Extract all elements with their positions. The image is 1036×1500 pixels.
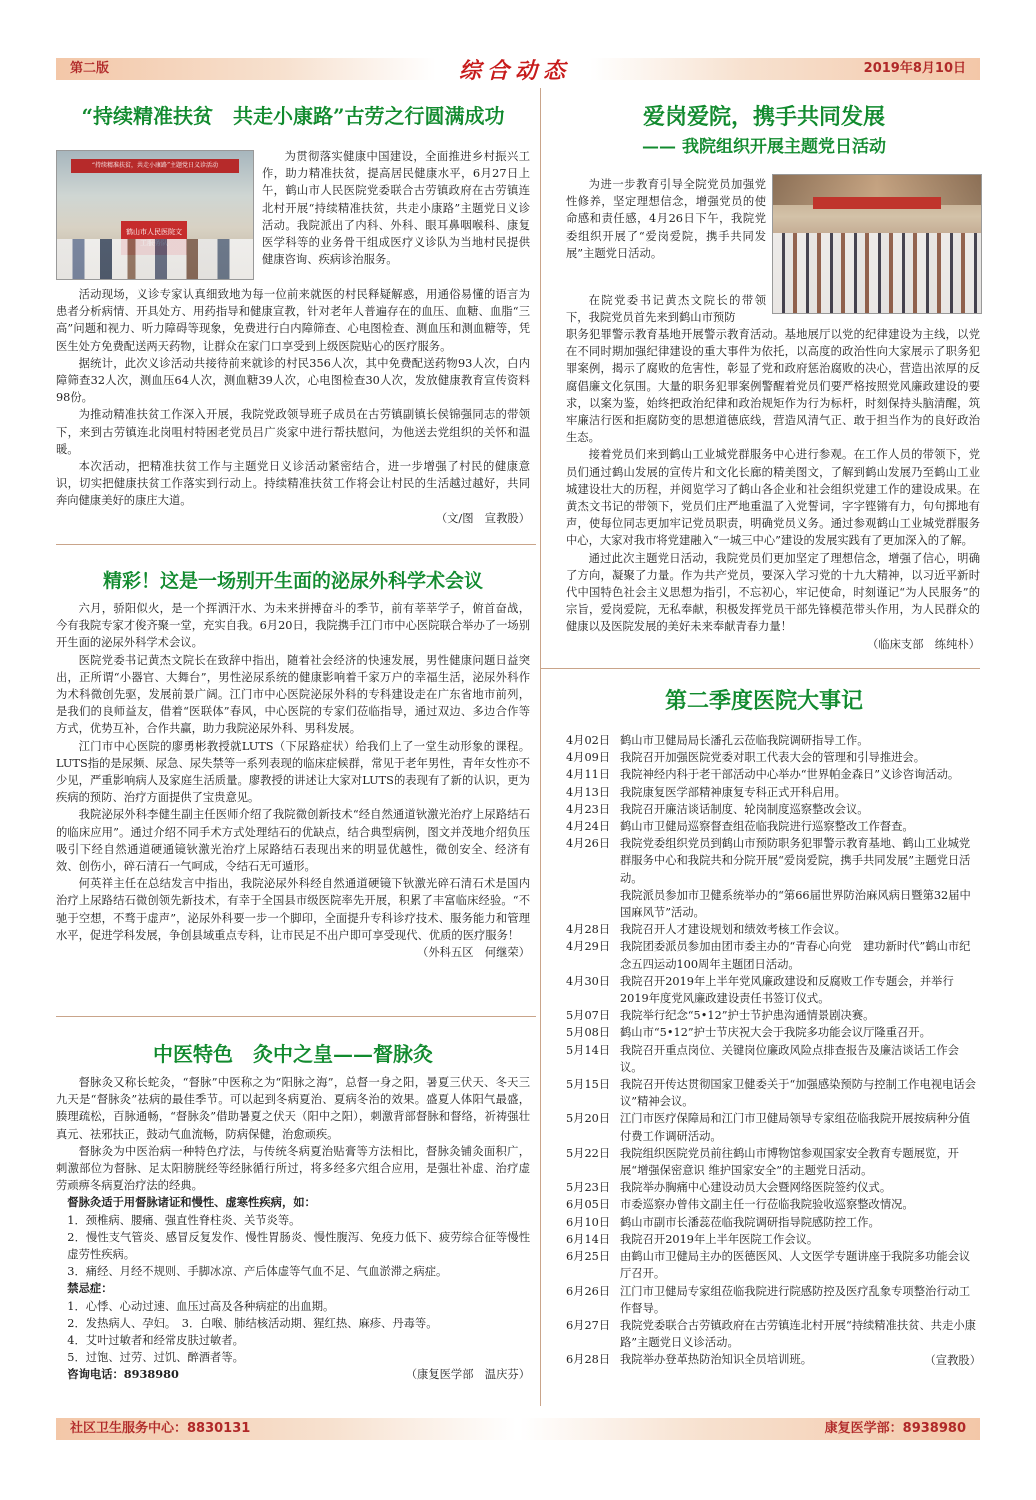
event-date bbox=[566, 887, 620, 921]
event-date: 4月02日 bbox=[566, 734, 611, 747]
footer-rehab-phone: 康复医学部：8938980 bbox=[520, 1418, 980, 1440]
event-text: 市委巡察办曾伟文副主任一行莅临我院验收巡察整改情况。 bbox=[620, 1198, 914, 1212]
edition-label: 第二版 bbox=[56, 58, 436, 80]
article4-body: 督脉灸又称长蛇灸，“督脉”中医称之为“阳脉之海”，总督一身之阳，暑夏三伏天、冬天三九天是“督脉灸”祛病的最佳季节。可以起到冬病夏治、夏病冬治的效果。盛夏人体阳气最盛，腠理疏松，百脉通畅，“督脉灸”借助暑夏之伏天（阳中之阳），刺激背部督脉和督络，祈祷强壮真元、祛邪扶正，鼓动气血流畅，防病保健，治愈顽疾。 督脉灸为中医治病一种特色疗法，与传统冬病夏治贴膏等方法相比，督脉灸铺灸面积广，刺激部位为督脉、足太阳膀胱经等经脉循行所过，将多经多穴组合应用，是强壮补虚、治疗虚劳顽痹冬病夏治疗法的经典。 督脉灸适于用督脉诸证和慢性、虚寒性疾病，如： 1．颈椎病、腰痛、强直性脊柱炎、关节炎等。 2．慢性支气管炎、感冒反复发作、慢性胃肠炎、慢性腹泻、免疫力低下、疲劳综合征等慢性虚劳性疾病。 3．痛经、月经不规则、手脚冰凉、产后体虚等气血不足、气血淤滞之病症。 禁忌症： 1．心悸、心动过速、血压过高及各种病症的出血期。 2．发热病人、孕妇。 3．白喉、肺结核活动期、猩红热、麻疹、丹毒等。 4．艾叶过敏者和经常皮肤过敏者。 5．过饱、过劳、过饥、醉酒者等。 咨询电话：8938980 （康复医学部 温庆芬） bbox=[56, 1074, 530, 1384]
event-text: 我院康复医学部精神康复专科正式开科启用。 bbox=[620, 785, 846, 799]
event-row bbox=[566, 1007, 981, 1024]
article1-photo bbox=[56, 150, 254, 280]
article5-signature: （宣教股） bbox=[924, 1353, 981, 1367]
divider bbox=[56, 544, 536, 545]
event-text: 我院党委组织党员到鹤山市预防职务犯罪警示教育基地、鹤山工业城党群服务中心和我院共和分院开展“爱岗爱院，携手共同发展”主题党日活动。 bbox=[620, 837, 971, 885]
article2-body: 职务犯罪警示教育基地开展警示教育活动。基地展厅以党的纪律建设为主线，以党在不同时期加强纪律建设的重大事件为依托，以高度的政治性向大家展示了职务犯罪案例，揭示了腐败的危害性，彰显了党和政府惩治腐败的决心，营造出浓厚的反腐倡廉文化氛围。大量的职务犯罪案例警醒着党员们要严格按照党风廉政建设的要求，以案为鉴，始终把政治纪律和政治规矩作为行为标杆，时刻保持头脑清醒，筑牢廉洁行医和拒腐防变的思想道德底线，营造风清气正、敢于担当作为的良好政治生态。 接着党员们来到鹤山工业城党群服务中心进行参观。在工作人员的带领下，党员们通过鹤山发展的宣传片和文化长廊的精美图文，了解到鹤山发展乃至鹤山工业城建设壮大的历程，并阅览学习了鹤山各企业和社会组织党建工作的建设成果。在黄杰文书记的带领下，党员们庄严地重温了入党誓词，字字铿锵有力，句句掷地有声，使每位同志更加牢记党员职责，明确党员义务。通过参观鹤山工业城党群服务中心，大家对我市将党建融入“一城三中心”建设的发展实践有了更加深入的了解。 通过此次主题党日活动，我院党员们更加坚定了理想信念，增强了信心，明确了方向，凝聚了力量。作为共产党员，要深入学习党的十九大精神，以习近平新时代中国特色社会主义思想为指引，不忘初心，牢记使命，时刻谨记“为人民服务”的宗旨，爱岗爱院，无私奉献，积极发挥党员干部先锋模范带头作用，为人民群众的健康以及医院发展的美好未来奉献青春力量！ （临床支部 练纯朴） bbox=[566, 326, 980, 653]
event-row bbox=[566, 749, 981, 766]
event-date: 5月07日 bbox=[566, 1009, 611, 1023]
event-row bbox=[566, 801, 981, 818]
issue-date: 2019年8月10日 bbox=[590, 58, 980, 80]
event-date: 5月08日 bbox=[566, 1026, 611, 1040]
event-row bbox=[566, 766, 981, 783]
consult-phone: 咨询电话：8938980 bbox=[67, 1367, 179, 1382]
event-date: 5月22日 bbox=[566, 1146, 611, 1160]
event-text: 我院组织医院党员前往鹤山市博物馆参观国家安全教育专题展览，开展“增强保密意识 维护国家安全”的主题党日活动。 bbox=[620, 1146, 959, 1178]
article2-intro: 为进一步教育引导全院党员加强党性修养，坚定理想信念，增强党员的使命感和责任感，4月26日下午，我院党委组织开展了“爱岗爱院，携手共同发展”主题党日活动。 bbox=[566, 178, 766, 260]
event-date: 6月27日 bbox=[566, 1318, 611, 1332]
event-row bbox=[566, 1196, 981, 1213]
event-row bbox=[566, 1042, 981, 1076]
footer-community-phone: 社区卫生服务中心：8830131 bbox=[56, 1418, 516, 1440]
event-row bbox=[566, 1317, 981, 1351]
event-row bbox=[566, 938, 981, 972]
event-date: 4月11日 bbox=[566, 768, 611, 782]
article3-body: 六月，骄阳似火，是一个挥洒汗水、为未来拼搏奋斗的季节，前有莘莘学子，俯首奋战，今有我院专家才俊齐聚一堂，充实自我。6月20日，我院携手江门市中心医院联合举办了一场别开生面的泌尿外科学术会议。 医院党委书记黄杰文院长在致辞中指出，随着社会经济的快速发展，男性健康问题日益突出，正所谓“小器官、大舞台”，男性泌尿系统的健康影响着千家万户的幸福生活，泌尿外科作为术科微创先驱，发展前景广阔。江门市中心医院泌尿外科的专科建设走在广东省地市前列，是我们的良师益友，借着“医联体”春风，中心医院的专家们莅临指导，通过双边、多边合作等方式，优势互补，合作共赢，助力我院泌尿外科、男科发展。 江门市中心医院的廖勇彬教授就LUTS（下尿路症状）给我们上了一堂生动形象的课程。LUTS指的是尿频、尿急、尿失禁等一系列表现的临床症候群，常见于老年男性，青年女性亦不少见，严重影响病人及家庭生活质量。廖教授的讲述让大家对LUTS的表现有了新的认识，更为疾病的预防、治疗方面提供了宝贵意见。 我院泌尿外科李健生副主任医师介绍了我院微创新技术“经自然通道钬激光治疗上尿路结石的临床应用”。通过介绍不同手术方式处理结石的优缺点，结合典型病例，图文并茂地介绍负压吸引下经自然通道硬通镜钬激光治疗上尿路结石表现出来的明显优越性，微创安全、经济有效、创伤小，碎石清石一气呵成，令结石无可遁形。 何英祥主任在总结发言中指出，我院泌尿外科经自然通道硬镜下钬激光碎石清石术是国内治疗上尿路结石微创领先新技术，有幸于全国县市级医院率先开展，积累了丰富临床经验。“不驰于空想，不骛于虚声”，泌尿外科要一步一个脚印，全面提升专科诊疗技术、服务能力和管理水平，促进学科发展，争创县域重点专科，让市民足不出户即可享受现代、优质的医疗服务！ （外科五区 何继荣） bbox=[56, 600, 530, 961]
event-date: 4月28日 bbox=[566, 923, 611, 937]
event-row bbox=[566, 921, 981, 938]
article1-intro: 为贯彻落实健康中国建设，全面推进乡村振兴工作，助力精准扶贫，提高居民健康水平，6月27日上午，鹤山市人民医院党委联合古劳镇政府在古劳镇连北村开展“持续精准扶贫，共走小康路”主题党日义诊活动。我院派出了内科、外科、眼耳鼻咽喉科、康复医学科等的业务骨干组成医疗义诊队为当地村民提供健康咨询、疾病诊治服务。 bbox=[262, 150, 530, 267]
article1-signature: （文/图 宣教股） bbox=[435, 511, 530, 525]
event-text: 由鹤山市卫健局主办的医德医风、人文医学专题讲座于我院多功能会议厅召开。 bbox=[620, 1250, 971, 1281]
event-row bbox=[566, 1145, 981, 1179]
event-text: 我院召开2019年上半年医院工作会议。 bbox=[620, 1232, 819, 1246]
event-text: 我院团委派员参加由团市委主办的“青春心向党 建功新时代”鹤山市纪念五四运动100周年主题团日活动。 bbox=[620, 940, 971, 971]
event-text: 我院派员参加市卫健系统举办的“第66届世界防治麻风病日暨第32届中国麻风节”活动。 bbox=[620, 888, 971, 920]
event-text: 我院召开人才建设规划和绩效考核工作会议。 bbox=[620, 923, 846, 937]
event-date: 6月28日 bbox=[566, 1353, 611, 1367]
event-row bbox=[566, 835, 981, 887]
event-date: 4月09日 bbox=[566, 751, 611, 765]
event-row bbox=[566, 818, 981, 835]
event-text: 我院召开加强医院党委对职工代表大会的管理和引导推进会。 bbox=[620, 751, 926, 765]
event-text: 江门市卫健局专家组莅临我院进行院感防控及医疗乱象专项整治行动工作督导。 bbox=[620, 1284, 971, 1315]
event-text: 鹤山市卫健局局长潘孔云莅临我院调研指导工作。 bbox=[620, 734, 869, 747]
event-date: 5月15日 bbox=[566, 1078, 611, 1092]
column-divider bbox=[540, 88, 541, 1406]
event-date: 6月10日 bbox=[566, 1215, 611, 1229]
event-text: 我院举行纪念“5•12”护士节护患沟通情景剧决赛。 bbox=[620, 1009, 875, 1023]
article3-signature: （外科五区 何继荣） bbox=[417, 946, 530, 960]
event-text: 我院举办胸痛中心建设动员大会暨网络医院签约仪式。 bbox=[620, 1181, 892, 1195]
event-row bbox=[566, 1248, 981, 1282]
article1-title: “持续精准扶贫 共走小康路”古劳之行圆满成功 bbox=[81, 104, 505, 128]
event-date: 6月05日 bbox=[566, 1198, 611, 1212]
event-row bbox=[566, 784, 981, 801]
divider bbox=[56, 1016, 536, 1017]
article4-signature: （康复医学部 温庆芬） bbox=[405, 1368, 530, 1382]
event-text: 我院召开2019年上半年党风廉政建设和反腐败工作专题会，并举行2019年度党风廉政建设责任书签订仪式。 bbox=[620, 974, 954, 1006]
event-date: 4月26日 bbox=[566, 837, 611, 851]
event-row bbox=[566, 1214, 981, 1231]
event-date: 4月23日 bbox=[566, 802, 611, 816]
article5-title: 第二季度医院大事记 bbox=[664, 688, 863, 714]
event-text: 江门市医疗保障局和江门市卫健局领导专家组莅临我院开展按病种分值付费工作调研活动。 bbox=[620, 1112, 971, 1143]
event-row bbox=[566, 1110, 981, 1144]
event-text: 我院举办登革热防治知识全员培训班。 bbox=[620, 1353, 813, 1367]
event-row bbox=[566, 732, 981, 749]
event-row bbox=[566, 1076, 981, 1110]
event-text: 鹤山市副市长潘蕊莅临我院调研指导院感防控工作。 bbox=[620, 1215, 880, 1229]
article2-title: 爱岗爱院，携手共同发展 bbox=[642, 104, 885, 130]
event-date: 4月13日 bbox=[566, 785, 611, 799]
event-date: 5月20日 bbox=[566, 1112, 611, 1126]
photo-sign: 鹤山市人民医院文 bbox=[121, 221, 187, 255]
event-date: 5月14日 bbox=[566, 1043, 611, 1057]
event-text: 我院神经内科于老干部活动中心举办“世界帕金森日”义诊咨询活动。 bbox=[620, 768, 960, 782]
event-date: 6月25日 bbox=[566, 1250, 611, 1264]
article2-signature: （临床支部 练纯朴） bbox=[867, 637, 980, 651]
event-row bbox=[566, 1351, 981, 1368]
event-text: 鹤山市卫健局巡察督查组莅临我院进行巡察整改工作督查。 bbox=[620, 820, 914, 834]
event-row bbox=[566, 973, 981, 1007]
event-date: 4月30日 bbox=[566, 974, 611, 988]
section-title: 综合动态 bbox=[458, 58, 571, 84]
article4-title: 中医特色 灸中之皇——督脉灸 bbox=[153, 1042, 433, 1066]
event-date: 5月23日 bbox=[566, 1181, 611, 1195]
event-row bbox=[566, 1179, 981, 1196]
event-row bbox=[566, 1024, 981, 1041]
event-row bbox=[566, 1283, 981, 1317]
event-text: 我院召开传达贯彻国家卫健委关于“加强感染预防与控制工作电视电话会议”精神会议。 bbox=[620, 1078, 976, 1109]
event-text: 我院党委联合古劳镇政府在古劳镇连北村开展“持续精准扶贫、共走小康路”主题党日义诊活动。 bbox=[620, 1318, 976, 1350]
article1-body: 活动现场，义诊专家认真细致地为每一位前来就医的村民释疑解惑，用通俗易懂的语言为患者分析病情、开具处方、用药指导和健康宣教，针对老年人普遍存在的血压、血糖、血脂“三高”问题和视力、听力障碍等现象，免费进行白内障筛查、心电图检查、测血压和测血糖等，凭医生处方免费配送两天药物，让群众在家门口享受到上级医院贴心的医疗服务。 据统计，此次义诊活动共接待前来就诊的村民356人次，其中免费配送药物93人次，白内障筛查32人次，测血压64人次，测血糖39人次，心电图检查30人次，发放健康教育宣传资料98份。 为推动精准扶贫工作深入开展，我院党政领导班子成员在古劳镇副镇长侯锦强同志的带领下，来到古劳镇连北岗咀村特困老党员吕广炎家中进行帮扶慰问，为他送去党组织的关怀和温暖。 本次活动，把精准扶贫工作与主题党日义诊活动紧密结合，进一步增强了村民的健康意识，切实把健康扶贫工作落实到行动上。持续精准扶贫工作将会让村民的生活越过越好，共同奔向健康美好的康庄大道。 （文/图 宣教股） bbox=[56, 286, 530, 527]
article2-subtitle: —— 我院组织开展主题党日活动 bbox=[642, 137, 886, 157]
event-text: 我院召开重点岗位、关键岗位廉政风险点排查报告及廉洁谈话工作会议。 bbox=[620, 1043, 959, 1074]
article2-photo bbox=[772, 174, 982, 314]
event-date: 6月14日 bbox=[566, 1232, 611, 1246]
article2-lead: 在院党委书记黄杰文院长的带领下，我院党员首先来到鹤山市预防 bbox=[566, 294, 766, 325]
photo-banner: “持续精准扶贫，共走小康路”主题党日义诊活动 bbox=[71, 159, 239, 173]
divider bbox=[540, 668, 980, 669]
event-row bbox=[566, 1231, 981, 1248]
event-text: 鹤山市“5•12”护士节庆祝大会于我院多功能会议厅隆重召开。 bbox=[620, 1026, 931, 1040]
event-date: 4月29日 bbox=[566, 940, 611, 954]
event-date: 6月26日 bbox=[566, 1284, 611, 1298]
event-date: 4月24日 bbox=[566, 820, 611, 834]
event-row bbox=[566, 887, 981, 921]
event-text: 我院召开廉洁谈话制度、轮岗制度巡察整改会议。 bbox=[620, 802, 869, 816]
article3-title: 精彩！这是一场别开生面的泌尿外科学术会议 bbox=[102, 570, 483, 592]
events-list bbox=[566, 732, 981, 1369]
